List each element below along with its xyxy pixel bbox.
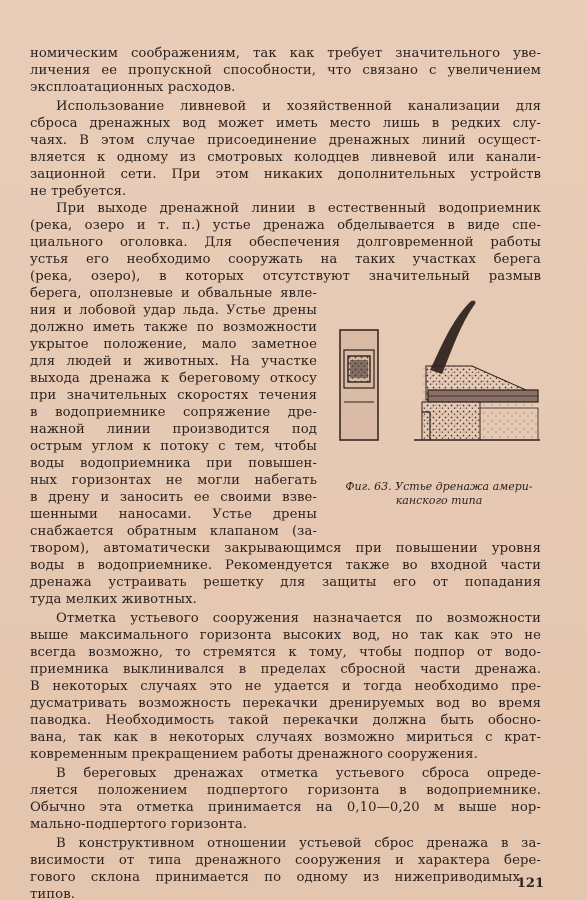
- figure-caption: [334, 480, 544, 508]
- text-line: (река, озеро и т. п.) устье дренажа обделывается в виде спе-: [30, 218, 541, 233]
- text-line: В некоторых случаях это не удается и тогда необходимо пре-: [30, 679, 541, 694]
- text-line: должно иметь также по возможности: [30, 320, 317, 335]
- text-line: висимости от типа дренажного сооружения и характера бере-: [30, 853, 541, 868]
- text-line: чаях. В этом случае присоединение дренажных линий осущест-: [30, 133, 541, 148]
- text-line: выхода дренажа к береговому откосу: [30, 371, 317, 386]
- text-line: при значительных скоростях течения: [30, 388, 317, 403]
- text-line: приемника выклинивался в пределах сбросной части дренажа.: [30, 662, 541, 677]
- text-line: паводка. Необходимость такой перекачки должна быть обосно-: [30, 713, 541, 728]
- text-line: ляется положением подпертого горизонта в водоприемнике.: [30, 783, 541, 798]
- text-line: зационной сети. При этом никаких дополнительных устройств: [30, 167, 541, 182]
- text-line: острым углом к потоку с тем, чтобы: [30, 439, 317, 454]
- caption-line: канского типа: [395, 494, 483, 507]
- text-line: гового склона принимается по одному из нижеприводимых: [30, 870, 520, 885]
- text-line: дусматривать возможность перекачки дренируемых вод во время: [30, 696, 541, 711]
- text-line: мально-подпертого горизонта.: [30, 817, 248, 832]
- text-line: всегда возможно, то стремятся к тому, чтобы подпор от водо-: [30, 645, 541, 660]
- text-line: туда мелких животных.: [30, 592, 197, 607]
- drain-outlet-figure: [330, 290, 548, 470]
- text-line: устья его необходимо сооружать на таких участках берега: [30, 252, 541, 267]
- text-line: номическим соображениям, так как требует значительного уве-: [30, 46, 541, 61]
- text-line: Обычно эта отметка принимается на 0,10—0,20 м выше нор-: [30, 800, 541, 815]
- caption-line: Фиг. 63. Устье дренажа амери-: [345, 480, 533, 493]
- text-line: сброса дренажных вод может иметь место лишь в редких слу-: [30, 116, 541, 131]
- text-line: (река, озеро), в которых отсутствуют значительный размыв: [30, 269, 541, 284]
- text-line: типов.: [30, 887, 76, 900]
- text-line: В конструктивном отношении устьевой сброс дренажа в за-: [56, 836, 541, 851]
- text-line: выше максимального горизонта высоких вод, но так как это не: [30, 628, 541, 643]
- text-line: берега, оползневые и обвальные явле-: [30, 286, 317, 301]
- text-line: в водоприемнике сопряжение дре-: [30, 405, 317, 420]
- text-line: ковременным прекращением работы дренажного сооружения.: [30, 747, 478, 762]
- text-line: вана, так как в некоторых случаях возможно мириться с крат-: [30, 730, 541, 745]
- text-line: снабжается обратным клапаном (за-: [30, 524, 317, 539]
- page-number: 121: [516, 876, 544, 891]
- text-line: укрытое положение, мало заметное: [30, 337, 317, 352]
- text-line: дренажа устраивать решетку для защиты его от попадания: [30, 575, 541, 590]
- text-line: в дрену и заносить ее своими взве-: [30, 490, 317, 505]
- text-line: воды в водоприемнике. Рекомендуется также во входной части: [30, 558, 541, 573]
- text-line: не требуется.: [30, 184, 127, 199]
- text-line: циального оголовка. Для обеспечения долговременной работы: [30, 235, 541, 250]
- text-line: ных горизонтах не могли набегать: [30, 473, 317, 488]
- outlet-section-view: [414, 301, 540, 440]
- text-line: для людей и животных. На участке: [30, 354, 317, 369]
- text-line: вляется к одному из смотровых колодцев ливневой или канали-: [30, 150, 541, 165]
- text-line: Использование ливневой и хозяйственной канализации для: [56, 99, 541, 114]
- text-line: В береговых дренажах отметка устьевого сброса опреде-: [56, 766, 541, 781]
- text-line: личения ее пропускной способности, что связано с увеличением: [30, 63, 541, 78]
- text-line: Отметка устьевого сооружения назначается по возможности: [56, 611, 541, 626]
- text-line: нажной линии производится под: [30, 422, 317, 437]
- text-line: эксплоатационных расходов.: [30, 80, 236, 95]
- text-line: ния и лобовой удар льда. Устье дрены: [30, 303, 317, 318]
- text-line: воды водоприемника при повышен-: [30, 456, 317, 471]
- outlet-front-view: [340, 330, 378, 440]
- text-line: твором), автоматически закрывающимся при повышении уровня: [30, 541, 541, 556]
- text-line: При выходе дренажной линии в естественный водоприемник: [56, 201, 541, 216]
- text-line: шенными наносами. Устье дрены: [30, 507, 317, 522]
